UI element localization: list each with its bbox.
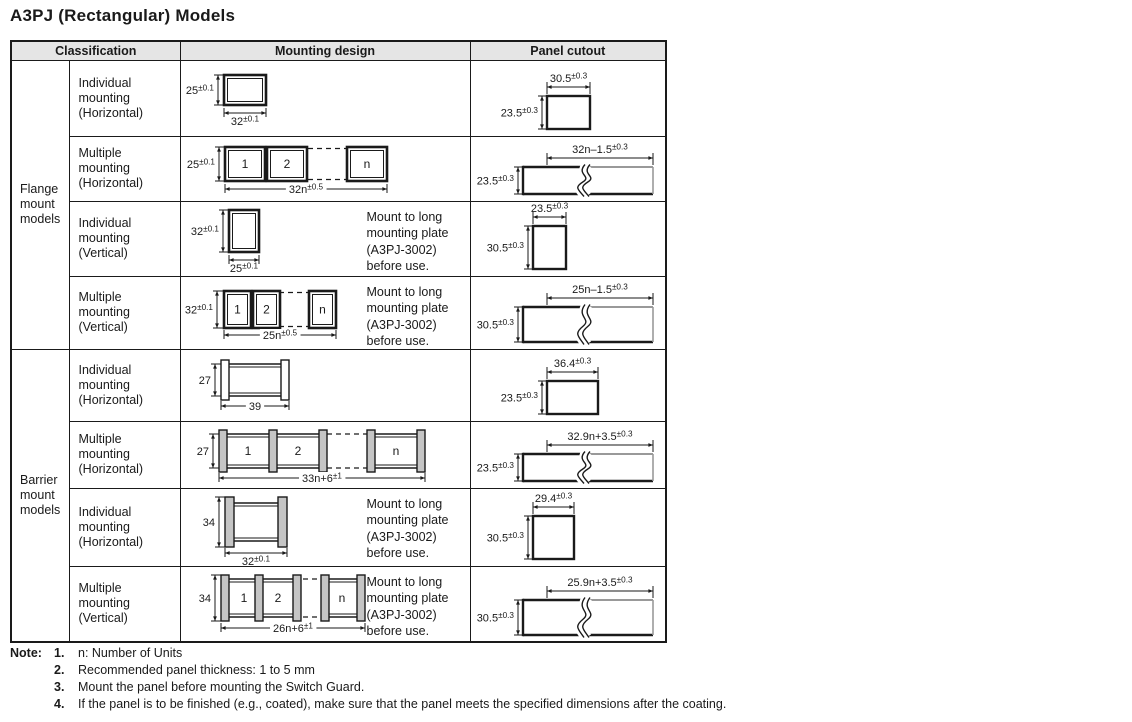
table-row xyxy=(11,201,666,276)
panel-cutout-cell xyxy=(470,421,666,488)
panel-cutout-cell xyxy=(470,349,666,421)
svg-text:33n+6±1: $33n+6^{\pm 1}$ xyxy=(301,471,342,485)
svg-text:39: 39 xyxy=(248,400,261,413)
cutout-diagram xyxy=(471,567,665,641)
mounting-design-cell xyxy=(180,421,470,488)
panel-cutout-cell xyxy=(470,566,666,642)
notes-section xyxy=(10,645,1120,713)
note-line xyxy=(10,662,1120,679)
svg-text:23.5±0.3: $23.5^{\pm 0.3}$ xyxy=(500,390,538,404)
table-row xyxy=(11,566,666,642)
table-row xyxy=(11,421,666,488)
panel-cutout-cell xyxy=(470,136,666,201)
svg-text:25n±0.5: $25n^{\pm 0.5}$ xyxy=(262,328,297,342)
mounting-design-cell xyxy=(180,488,470,566)
mounting-note: Mount to long mounting plate (A3PJ-3002) before use. xyxy=(366,209,449,273)
cutout-diagram xyxy=(471,137,665,200)
note-text: n: Number of Units xyxy=(78,646,183,660)
mounting-note: Mount to long mounting plate (A3PJ-3002) before use. xyxy=(366,284,449,348)
svg-text:30.5±0.3: $30.5^{\pm 0.3}$ xyxy=(549,71,587,85)
classification-cell: Multiple mounting (Vertical) xyxy=(69,566,180,642)
svg-text:2: 2 xyxy=(283,156,290,171)
mounting-design-cell xyxy=(180,60,470,136)
note-number: 2. xyxy=(54,663,65,677)
table-row xyxy=(11,349,666,421)
svg-text:25±0.1: $25^{\pm 0.1}$ xyxy=(185,83,214,97)
svg-text:30.5±0.3: $30.5^{\pm 0.3}$ xyxy=(476,610,514,624)
mounting-note: Mount to long mounting plate (A3PJ-3002) before use. xyxy=(366,496,449,560)
svg-text:n: n xyxy=(392,443,399,458)
svg-text:32±0.1: $32^{\pm 0.1}$ xyxy=(241,554,270,565)
svg-text:32±0.1: $32^{\pm 0.1}$ xyxy=(184,302,213,316)
mounting-design-cell xyxy=(180,566,470,642)
svg-text:23.5±0.3: $23.5^{\pm 0.3}$ xyxy=(530,201,568,215)
mounting-design-cell xyxy=(180,349,470,421)
note-number: 1. xyxy=(54,646,65,660)
svg-text:30.5±0.3: $30.5^{\pm 0.3}$ xyxy=(486,240,524,254)
models-table xyxy=(10,40,667,643)
svg-text:2: 2 xyxy=(274,590,281,605)
svg-text:30.5±0.3: $30.5^{\pm 0.3}$ xyxy=(486,530,524,544)
svg-text:23.5±0.3: $23.5^{\pm 0.3}$ xyxy=(476,173,514,187)
svg-text:23.5±0.3: $23.5^{\pm 0.3}$ xyxy=(476,460,514,474)
svg-text:34: 34 xyxy=(198,592,211,605)
mounting-design-cell xyxy=(180,201,470,276)
svg-text:2: 2 xyxy=(294,443,301,458)
note-line xyxy=(10,696,1120,713)
mounting-design-cell xyxy=(180,276,470,349)
table-row xyxy=(11,60,666,136)
group-label-barrier: Barrier mount models xyxy=(11,349,69,642)
table-row xyxy=(11,136,666,201)
cutout-diagram xyxy=(471,277,665,348)
cutout-diagram xyxy=(471,202,665,275)
svg-text:27: 27 xyxy=(198,374,211,387)
svg-text:32.9n+3.5±0.3: $32.9n+3.5^{\pm 0.3}$ xyxy=(566,429,633,443)
classification-cell: Individual mounting (Horizontal) xyxy=(69,60,180,136)
classification-cell: Multiple mounting (Horizontal) xyxy=(69,136,180,201)
mounting-diagram xyxy=(181,350,469,420)
mounting-design-cell xyxy=(180,136,470,201)
col-header-panel-cutout: Panel cutout xyxy=(470,41,666,60)
col-header-mounting-design: Mounting design xyxy=(180,41,470,60)
svg-text:n: n xyxy=(318,302,326,316)
cutout-diagram xyxy=(471,350,665,420)
svg-text:25.9n+3.5±0.3: $25.9n+3.5^{\pm 0.3}$ xyxy=(566,575,633,589)
note-text: Recommended panel thickness: 1 to 5 mm xyxy=(78,663,315,677)
panel-cutout-cell xyxy=(470,488,666,566)
svg-text:1: 1 xyxy=(244,443,251,458)
svg-text:29.4±0.3: $29.4^{\pm 0.3}$ xyxy=(534,491,572,505)
svg-text:25±0.1: $25^{\pm 0.1}$ xyxy=(229,261,258,275)
svg-text:32n–1.5±0.3: $32n-1.5^{\pm 0.3}$ xyxy=(571,142,628,156)
svg-text:1: 1 xyxy=(240,590,247,605)
group-label-flange: Flange mount models xyxy=(11,60,69,349)
cutout-diagram xyxy=(471,422,665,487)
svg-text:26n+6±1: $26n+6^{\pm 1}$ xyxy=(272,621,313,635)
mounting-note: Mount to long mounting plate (A3PJ-3002) before use. xyxy=(366,574,449,638)
svg-text:25n–1.5±0.3: $25n-1.5^{\pm 0.3}$ xyxy=(571,282,628,296)
svg-text:32n±0.5: $32n^{\pm 0.5}$ xyxy=(288,182,323,196)
col-header-classification: Classification xyxy=(11,41,180,60)
svg-text:27: 27 xyxy=(196,445,209,458)
page-title: A3PJ (Rectangular) Models xyxy=(10,6,236,25)
panel-cutout-cell xyxy=(470,60,666,136)
cutout-diagram xyxy=(471,61,665,135)
note-text: Mount the panel before mounting the Switch Guard. xyxy=(78,680,365,694)
svg-text:n: n xyxy=(338,590,345,605)
svg-text:1: 1 xyxy=(233,302,241,316)
classification-cell: Individual mounting (Horizontal) xyxy=(69,349,180,421)
panel-cutout-cell xyxy=(470,201,666,276)
note-line xyxy=(10,679,1120,696)
mounting-diagram xyxy=(181,137,469,200)
table-row xyxy=(11,276,666,349)
svg-text:2: 2 xyxy=(262,302,270,316)
svg-text:1: 1 xyxy=(241,156,248,171)
svg-text:n: n xyxy=(363,156,370,171)
classification-cell: Multiple mounting (Horizontal) xyxy=(69,421,180,488)
svg-text:32±0.1: $32^{\pm 0.1}$ xyxy=(190,224,219,238)
cutout-diagram xyxy=(471,489,665,565)
table-row xyxy=(11,488,666,566)
note-number: 4. xyxy=(54,697,65,711)
mounting-diagram xyxy=(181,422,469,487)
svg-text:36.4±0.3: $36.4^{\pm 0.3}$ xyxy=(553,356,591,370)
classification-cell: Individual mounting (Vertical) xyxy=(69,201,180,276)
note-text: If the panel is to be finished (e.g., coated), make sure that the panel meets the specified dimensions after the coating. xyxy=(78,697,727,711)
note-label: Note: xyxy=(10,646,42,660)
svg-text:34: 34 xyxy=(202,516,215,529)
classification-cell: Multiple mounting (Vertical) xyxy=(69,276,180,349)
svg-text:30.5±0.3: $30.5^{\pm 0.3}$ xyxy=(476,317,514,331)
svg-text:23.5±0.3: $23.5^{\pm 0.3}$ xyxy=(500,105,538,119)
header-row xyxy=(11,41,666,60)
svg-text:32±0.1: $32^{\pm 0.1}$ xyxy=(230,114,259,128)
note-line xyxy=(10,645,1120,662)
panel-cutout-cell xyxy=(470,276,666,349)
classification-cell: Individual mounting (Horizontal) xyxy=(69,488,180,566)
note-number: 3. xyxy=(54,680,65,694)
mounting-diagram xyxy=(181,61,469,135)
svg-text:25±0.1: $25^{\pm 0.1}$ xyxy=(186,157,215,171)
